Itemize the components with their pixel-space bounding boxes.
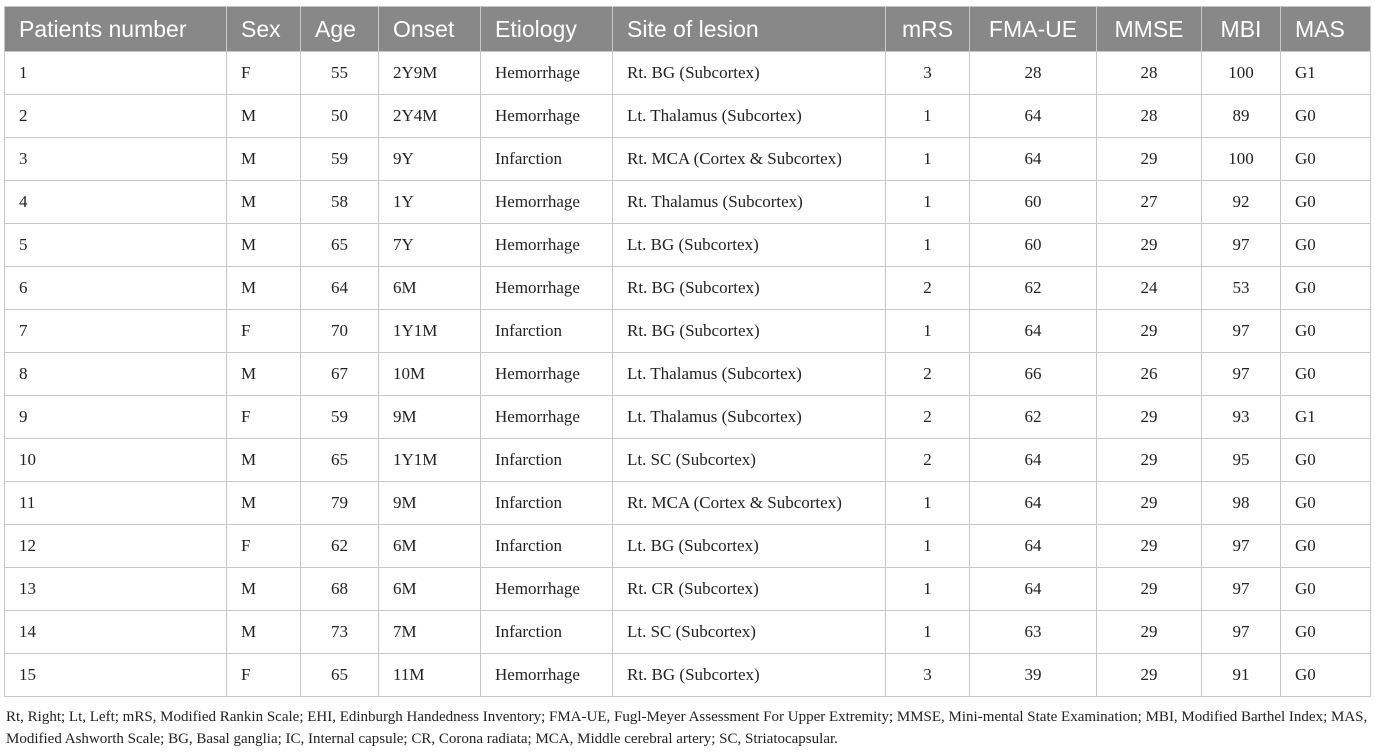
cell-mmse: 29	[1097, 396, 1202, 439]
cell-mas: G0	[1281, 654, 1371, 697]
header-mbi: MBI	[1202, 7, 1281, 52]
cell-fma-ue: 64	[970, 439, 1097, 482]
cell-onset: 9Y	[379, 138, 481, 181]
table-row	[5, 525, 1371, 568]
cell-age: 59	[301, 396, 379, 439]
cell-site-of-lesion: Rt. BG (Subcortex)	[613, 52, 886, 95]
cell-sex: M	[227, 138, 301, 181]
cell-mbi: 97	[1202, 525, 1281, 568]
cell-mrs: 1	[886, 138, 970, 181]
cell-patient-number: 1	[5, 52, 227, 95]
cell-age: 68	[301, 568, 379, 611]
cell-patient-number: 14	[5, 611, 227, 654]
cell-etiology: Hemorrhage	[481, 181, 613, 224]
cell-onset: 1Y	[379, 181, 481, 224]
cell-fma-ue: 62	[970, 267, 1097, 310]
cell-mrs: 1	[886, 482, 970, 525]
cell-onset: 6M	[379, 267, 481, 310]
cell-mas: G0	[1281, 310, 1371, 353]
cell-site-of-lesion: Rt. MCA (Cortex & Subcortex)	[613, 138, 886, 181]
header-sex: Sex	[227, 7, 301, 52]
cell-sex: M	[227, 568, 301, 611]
cell-onset: 2Y9M	[379, 52, 481, 95]
cell-onset: 9M	[379, 396, 481, 439]
cell-patient-number: 9	[5, 396, 227, 439]
cell-mmse: 28	[1097, 95, 1202, 138]
cell-onset: 6M	[379, 525, 481, 568]
header-patient-number: Patients number	[5, 7, 227, 52]
cell-etiology: Hemorrhage	[481, 353, 613, 396]
cell-onset: 11M	[379, 654, 481, 697]
cell-mmse: 29	[1097, 138, 1202, 181]
cell-onset: 2Y4M	[379, 95, 481, 138]
cell-etiology: Hemorrhage	[481, 224, 613, 267]
header-age: Age	[301, 7, 379, 52]
cell-onset: 10M	[379, 353, 481, 396]
cell-onset: 7Y	[379, 224, 481, 267]
table-row	[5, 611, 1371, 654]
cell-mmse: 27	[1097, 181, 1202, 224]
cell-fma-ue: 66	[970, 353, 1097, 396]
cell-patient-number: 15	[5, 654, 227, 697]
cell-age: 70	[301, 310, 379, 353]
cell-mas: G0	[1281, 181, 1371, 224]
cell-mas: G0	[1281, 267, 1371, 310]
cell-mas: G0	[1281, 138, 1371, 181]
header-onset: Onset	[379, 7, 481, 52]
table-row	[5, 95, 1371, 138]
cell-mrs: 3	[886, 52, 970, 95]
cell-mbi: 100	[1202, 52, 1281, 95]
cell-sex: M	[227, 353, 301, 396]
cell-age: 62	[301, 525, 379, 568]
table-body	[5, 52, 1371, 697]
cell-patient-number: 11	[5, 482, 227, 525]
cell-mmse: 29	[1097, 482, 1202, 525]
cell-fma-ue: 64	[970, 138, 1097, 181]
cell-patient-number: 12	[5, 525, 227, 568]
cell-sex: M	[227, 224, 301, 267]
cell-fma-ue: 64	[970, 310, 1097, 353]
cell-sex: F	[227, 525, 301, 568]
cell-mrs: 1	[886, 611, 970, 654]
cell-etiology: Infarction	[481, 138, 613, 181]
cell-mrs: 1	[886, 181, 970, 224]
cell-mas: G1	[1281, 52, 1371, 95]
cell-site-of-lesion: Rt. Thalamus (Subcortex)	[613, 181, 886, 224]
cell-mas: G0	[1281, 611, 1371, 654]
cell-site-of-lesion: Rt. CR (Subcortex)	[613, 568, 886, 611]
header-site-of-lesion: Site of lesion	[613, 7, 886, 52]
cell-site-of-lesion: Rt. BG (Subcortex)	[613, 267, 886, 310]
header-etiology: Etiology	[481, 7, 613, 52]
header-row	[5, 7, 1371, 52]
cell-age: 67	[301, 353, 379, 396]
cell-mrs: 1	[886, 95, 970, 138]
cell-etiology: Hemorrhage	[481, 654, 613, 697]
cell-onset: 7M	[379, 611, 481, 654]
cell-sex: F	[227, 310, 301, 353]
table-row	[5, 482, 1371, 525]
table-row	[5, 267, 1371, 310]
cell-mrs: 2	[886, 439, 970, 482]
cell-mbi: 97	[1202, 224, 1281, 267]
cell-patient-number: 6	[5, 267, 227, 310]
cell-sex: F	[227, 654, 301, 697]
table-footnote: Rt, Right; Lt, Left; mRS, Modified Rankin Scale; EHI, Edinburgh Handedness Inventory; FMA-UE, Fugl-Meyer Assessment For Upper Extremity; MMSE, Mini-mental State Examination; MBI, Modified Barthel Index; MAS, Modified Ashworth Scale; BG, Basal ganglia; IC, Internal capsule; CR, Corona radiata; MCA, Middle cerebral artery; SC, Striatocapsular.	[6, 709, 1368, 747]
cell-sex: M	[227, 267, 301, 310]
cell-mbi: 100	[1202, 138, 1281, 181]
cell-mmse: 24	[1097, 267, 1202, 310]
cell-mbi: 95	[1202, 439, 1281, 482]
cell-age: 65	[301, 439, 379, 482]
cell-mbi: 89	[1202, 95, 1281, 138]
cell-patient-number: 8	[5, 353, 227, 396]
patient-table	[4, 6, 1371, 697]
cell-sex: M	[227, 439, 301, 482]
cell-site-of-lesion: Lt. SC (Subcortex)	[613, 611, 886, 654]
header-mrs: mRS	[886, 7, 970, 52]
cell-sex: M	[227, 181, 301, 224]
cell-onset: 9M	[379, 482, 481, 525]
table-row	[5, 439, 1371, 482]
cell-patient-number: 5	[5, 224, 227, 267]
cell-mbi: 97	[1202, 353, 1281, 396]
cell-mrs: 1	[886, 310, 970, 353]
cell-mmse: 29	[1097, 654, 1202, 697]
cell-age: 58	[301, 181, 379, 224]
cell-etiology: Hemorrhage	[481, 267, 613, 310]
cell-mbi: 53	[1202, 267, 1281, 310]
cell-etiology: Hemorrhage	[481, 568, 613, 611]
cell-etiology: Infarction	[481, 439, 613, 482]
table-row	[5, 52, 1371, 95]
cell-mas: G0	[1281, 224, 1371, 267]
cell-fma-ue: 64	[970, 95, 1097, 138]
cell-onset: 1Y1M	[379, 310, 481, 353]
header-fma-ue: FMA-UE	[970, 7, 1097, 52]
cell-mas: G0	[1281, 353, 1371, 396]
header-mas: MAS	[1281, 7, 1371, 52]
cell-etiology: Hemorrhage	[481, 396, 613, 439]
cell-sex: F	[227, 396, 301, 439]
cell-fma-ue: 62	[970, 396, 1097, 439]
cell-mbi: 97	[1202, 310, 1281, 353]
cell-age: 73	[301, 611, 379, 654]
cell-age: 55	[301, 52, 379, 95]
cell-fma-ue: 63	[970, 611, 1097, 654]
cell-etiology: Infarction	[481, 310, 613, 353]
cell-mas: G0	[1281, 482, 1371, 525]
cell-age: 65	[301, 654, 379, 697]
cell-mmse: 29	[1097, 568, 1202, 611]
cell-mmse: 29	[1097, 525, 1202, 568]
cell-mmse: 29	[1097, 439, 1202, 482]
cell-mas: G0	[1281, 525, 1371, 568]
cell-onset: 1Y1M	[379, 439, 481, 482]
cell-etiology: Infarction	[481, 525, 613, 568]
cell-mrs: 1	[886, 224, 970, 267]
cell-etiology: Hemorrhage	[481, 52, 613, 95]
cell-patient-number: 10	[5, 439, 227, 482]
table-row	[5, 181, 1371, 224]
cell-age: 50	[301, 95, 379, 138]
table-row	[5, 138, 1371, 181]
table-row	[5, 310, 1371, 353]
cell-patient-number: 2	[5, 95, 227, 138]
cell-site-of-lesion: Lt. SC (Subcortex)	[613, 439, 886, 482]
cell-mas: G0	[1281, 439, 1371, 482]
cell-etiology: Infarction	[481, 611, 613, 654]
cell-site-of-lesion: Lt. Thalamus (Subcortex)	[613, 396, 886, 439]
cell-site-of-lesion: Rt. MCA (Cortex & Subcortex)	[613, 482, 886, 525]
cell-fma-ue: 64	[970, 482, 1097, 525]
cell-fma-ue: 60	[970, 224, 1097, 267]
table-row	[5, 654, 1371, 697]
cell-mmse: 29	[1097, 310, 1202, 353]
cell-mrs: 1	[886, 525, 970, 568]
cell-fma-ue: 39	[970, 654, 1097, 697]
table-row	[5, 224, 1371, 267]
cell-mbi: 92	[1202, 181, 1281, 224]
cell-mmse: 28	[1097, 52, 1202, 95]
cell-mbi: 97	[1202, 611, 1281, 654]
cell-mas: G1	[1281, 396, 1371, 439]
cell-mrs: 1	[886, 568, 970, 611]
cell-mrs: 2	[886, 396, 970, 439]
cell-mrs: 2	[886, 267, 970, 310]
cell-etiology: Infarction	[481, 482, 613, 525]
cell-mbi: 93	[1202, 396, 1281, 439]
cell-patient-number: 4	[5, 181, 227, 224]
cell-site-of-lesion: Lt. BG (Subcortex)	[613, 525, 886, 568]
cell-etiology: Hemorrhage	[481, 95, 613, 138]
cell-mmse: 29	[1097, 611, 1202, 654]
cell-sex: F	[227, 52, 301, 95]
cell-patient-number: 13	[5, 568, 227, 611]
cell-mrs: 2	[886, 353, 970, 396]
header-mmse: MMSE	[1097, 7, 1202, 52]
cell-mrs: 3	[886, 654, 970, 697]
cell-age: 79	[301, 482, 379, 525]
cell-age: 59	[301, 138, 379, 181]
cell-mbi: 97	[1202, 568, 1281, 611]
cell-site-of-lesion: Lt. Thalamus (Subcortex)	[613, 353, 886, 396]
cell-site-of-lesion: Lt. Thalamus (Subcortex)	[613, 95, 886, 138]
cell-sex: M	[227, 611, 301, 654]
cell-mmse: 26	[1097, 353, 1202, 396]
cell-fma-ue: 28	[970, 52, 1097, 95]
cell-onset: 6M	[379, 568, 481, 611]
cell-mmse: 29	[1097, 224, 1202, 267]
cell-site-of-lesion: Rt. BG (Subcortex)	[613, 654, 886, 697]
cell-fma-ue: 64	[970, 568, 1097, 611]
cell-mbi: 91	[1202, 654, 1281, 697]
cell-site-of-lesion: Lt. BG (Subcortex)	[613, 224, 886, 267]
cell-sex: M	[227, 482, 301, 525]
cell-patient-number: 7	[5, 310, 227, 353]
cell-site-of-lesion: Rt. BG (Subcortex)	[613, 310, 886, 353]
cell-age: 64	[301, 267, 379, 310]
table-row	[5, 396, 1371, 439]
cell-patient-number: 3	[5, 138, 227, 181]
table-row	[5, 353, 1371, 396]
cell-mbi: 98	[1202, 482, 1281, 525]
cell-sex: M	[227, 95, 301, 138]
cell-mas: G0	[1281, 568, 1371, 611]
cell-fma-ue: 64	[970, 525, 1097, 568]
cell-fma-ue: 60	[970, 181, 1097, 224]
cell-age: 65	[301, 224, 379, 267]
cell-mas: G0	[1281, 95, 1371, 138]
table-row	[5, 568, 1371, 611]
